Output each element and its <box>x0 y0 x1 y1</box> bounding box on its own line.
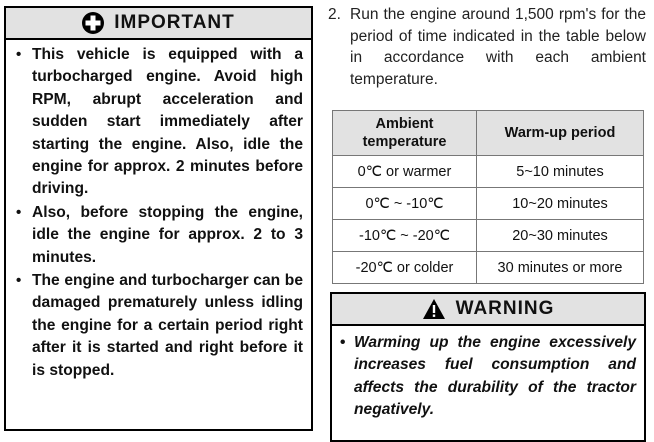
warmup-table <box>332 110 644 284</box>
warning-triangle-icon <box>422 298 446 320</box>
important-title: IMPORTANT <box>114 12 235 33</box>
list-item: • Warming up the engine excessively increases fuel consumption and affects the durability of the tractor negatively. <box>340 334 636 419</box>
plus-circle-icon <box>82 12 104 34</box>
list-item: • This vehicle is equipped with a turbocharged engine. Avoid high RPM, abrupt acceleration and sudden start immediately after starting the engine. Also, idle the engine for approx. 2 minutes before driving. <box>16 46 303 198</box>
important-header <box>6 8 311 40</box>
table-row <box>333 188 644 220</box>
table-cell: 20~30 minutes <box>477 220 644 252</box>
table-cell: 0℃ ~ -10℃ <box>333 188 477 220</box>
warning-list <box>332 326 644 422</box>
warning-title: WARNING <box>455 298 555 319</box>
table-row <box>333 252 644 284</box>
table-cell: 0℃ or warmer <box>333 156 477 188</box>
list-item-text: Also, before stopping the engine, idle the engine for approx. 2 to 3 minutes. <box>32 203 303 266</box>
table-header-row <box>333 111 644 156</box>
list-item-text: Warming up the engine excessively increases fuel consumption and affects the durability of the tractor negatively. <box>354 334 636 419</box>
table-cell: -20℃ or colder <box>333 252 477 284</box>
important-list <box>6 40 311 382</box>
step-number: 2. <box>328 6 341 23</box>
list-item-text: The engine and turbocharger can be damaged prematurely unless idling the engine for a certain period right after it is started and right before it is stopped. <box>32 272 303 379</box>
header-ambient-temperature: Ambient temperature <box>333 111 477 156</box>
important-box <box>4 6 313 431</box>
table-cell: 30 minutes or more <box>477 252 644 284</box>
table-row <box>333 220 644 252</box>
warning-box <box>330 292 646 442</box>
list-item: • Also, before stopping the engine, idle the engine for approx. 2 to 3 minutes. <box>16 203 303 266</box>
table-cell: 5~10 minutes <box>477 156 644 188</box>
list-item: • The engine and turbocharger can be damaged prematurely unless idling the engine for a certain period right after it is started and right before it is stopped. <box>16 272 303 379</box>
list-item-text: This vehicle is equipped with a turbocharged engine. Avoid high RPM, abrupt acceleration and sudden start immediately after starting the engine. Also, idle the engine for approx. 2 minutes before driving. <box>32 46 303 198</box>
step-2 <box>328 4 646 90</box>
table-row <box>333 156 644 188</box>
header-warmup-period: Warm-up period <box>477 111 644 156</box>
warning-header <box>332 294 644 326</box>
table-cell: 10~20 minutes <box>477 188 644 220</box>
table-cell: -10℃ ~ -20℃ <box>333 220 477 252</box>
step-text: Run the engine around 1,500 rpm's for the period of time indicated in the table below in accordance with each ambient temperature. <box>350 6 646 88</box>
